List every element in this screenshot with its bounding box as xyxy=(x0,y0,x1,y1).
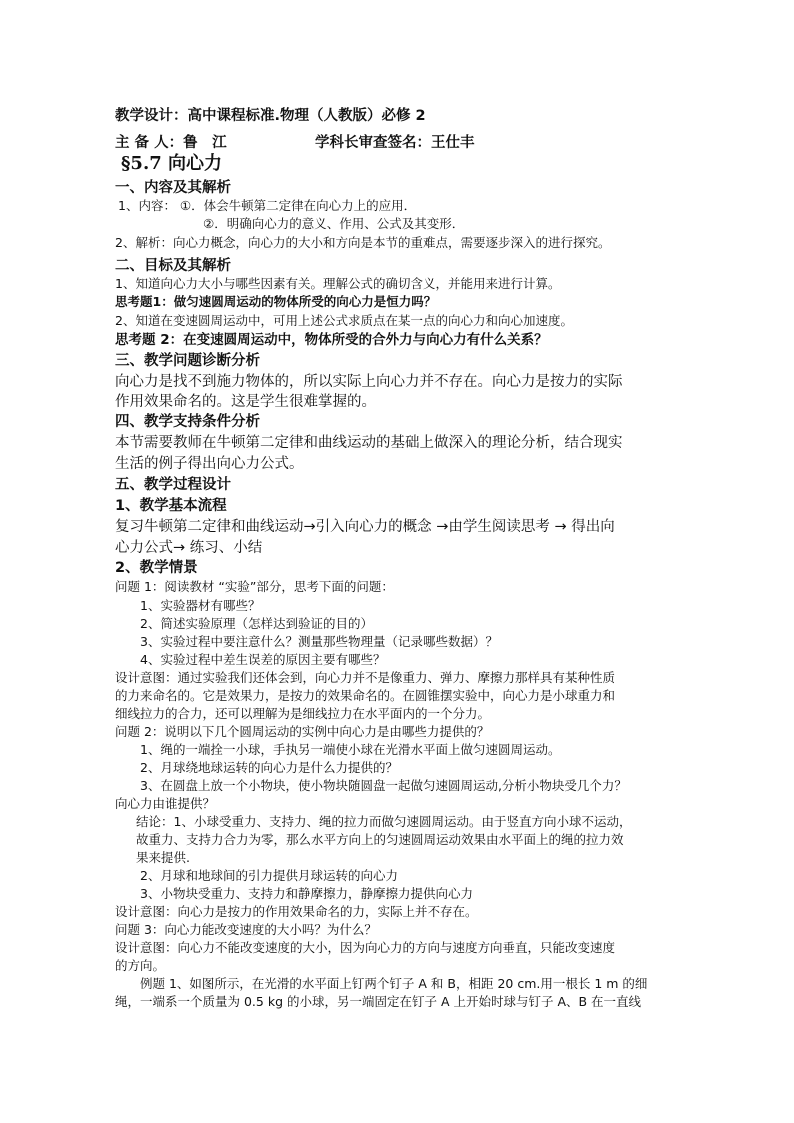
list-item: 2、月球绕地球运转的向心力是什么力提供的？ xyxy=(140,760,398,775)
reviewer-line: 学科长审查签名：王仕丰 xyxy=(315,135,475,151)
list-item: 3、小物块受重力、支持力和静摩擦力，静摩擦力提供向心力 xyxy=(140,886,473,901)
list-item: 2、月球和地球间的引力提供月球运转的向心力 xyxy=(140,868,398,883)
list-item: 3、在圆盘上放一个小物块，使小物块随圆盘一起做匀速圆周运动,分析小物块受几个力？ xyxy=(140,778,627,793)
content-line: 2、知道在变速圆周运动中，可用上述公式求质点在某一点的向心力和向心加速度。 xyxy=(115,313,573,328)
question-line: 问题 1：阅读教材 “实验”部分，思考下面的问题： xyxy=(115,579,394,594)
content-line: ②．明确向心力的意义、作用、公式及其变形． xyxy=(203,216,465,231)
content-line: 心力公式→ 练习、小结 xyxy=(115,540,263,556)
subheading: 1、教学基本流程 xyxy=(115,498,227,514)
content-line: 生活的例子得出向心力公式。 xyxy=(115,456,304,472)
content-line: 果来提供. xyxy=(136,850,190,865)
content-line: 2、解析：向心力概念，向心力的大小和方向是本节的重难点，需要逐步深入的进行探究。 xyxy=(115,235,611,250)
content-line: 故重力、支持力合力为零，那么水平方向上的匀速圆周运动效果由水平面上的绳的拉力效 xyxy=(136,832,624,847)
heading-4: 四、教学支持条件分析 xyxy=(115,414,260,430)
question-line: 问题 2：说明以下几个圆周运动的实例中向心力是由哪些力提供的？ xyxy=(115,724,490,739)
heading-5: 五、教学过程设计 xyxy=(115,477,231,493)
heading-1: 一、内容及其解析 xyxy=(115,180,231,196)
design-intent: 设计意图：向心力是按力的作用效果命名的力，实际上并不存在。 xyxy=(115,904,478,919)
content-line: 的力来命名的。它是效果力，是按力的效果命名的。在圆锥摆实验中，向心力是小球重力和 xyxy=(115,688,616,703)
list-item: 2、简述实验原理（怎样达到验证的目的） xyxy=(140,616,373,631)
thinking-question: 思考题1：做匀速圆周运动的物体所受的向心力是恒力吗？ xyxy=(115,294,437,309)
content-line: 作用效果命名的。这是学生很难掌握的。 xyxy=(115,394,376,410)
content-line: 绳，一端系一个质量为 0.5 kg 的小球，另一端固定在钉子 A 上开始时球与钉子 A、B 在一直线 xyxy=(115,994,642,1009)
example-line: 例题 1、如图所示，在光滑的水平面上钉两个钉子 A 和 B，相距 20 cm.用一根长 1 m 的细 xyxy=(140,976,648,991)
content-line: 细线拉力的合力，还可以理解为是细线拉力在水平面内的一个分力。 xyxy=(115,706,491,721)
author-line: 主 备 人：鲁 江 xyxy=(115,135,227,151)
list-item: 1、绳的一端拴一小球，手执另一端使小球在光滑水平面上做匀速圆周运动。 xyxy=(140,742,561,757)
conclusion-line: 结论：1、小球受重力、支持力、绳的拉力而做匀速圆周运动。由于竖直方向小球不运动， xyxy=(136,814,632,829)
content-line: 复习牛顿第二定律和曲线运动→引入向心力的概念 →由学生阅读思考 → 得出向 xyxy=(115,519,615,535)
thinking-question: 思考题 2：在变速圆周运动中，物体所受的合外力与向心力有什么关系？ xyxy=(115,332,548,348)
design-intent: 设计意图：向心力不能改变速度的大小，因为向心力的方向与速度方向垂直，只能改变速度 xyxy=(115,940,616,955)
document-title: 教学设计：高中课程标准.物理（人教版）必修 2 xyxy=(115,108,426,124)
content-line: 的方向。 xyxy=(115,958,166,973)
heading-2: 二、目标及其解析 xyxy=(115,258,231,274)
design-intent: 设计意图：通过实验我们还体会到，向心力并不是像重力、弹力、摩擦力那样具有某种性质 xyxy=(115,670,616,685)
content-line: 1、知道向心力大小与哪些因素有关。理解公式的确切含义，并能用来进行计算。 xyxy=(115,276,561,291)
content-line: 向心力是找不到施力物体的，所以实际上向心力并不存在。向心力是按力的实际 xyxy=(115,374,623,390)
content-line: 向心力由谁提供？ xyxy=(115,796,216,811)
list-item: 4、实验过程中差生误差的原因主要有哪些？ xyxy=(140,652,386,667)
content-line: 1、内容： ①．体会牛顿第二定律在向心力上的应用． xyxy=(118,198,417,213)
content-line: 本节需要教师在牛顿第二定律和曲线运动的基础上做深入的理论分析，结合现实 xyxy=(115,435,623,451)
list-item: 1、实验器材有哪些？ xyxy=(140,598,261,613)
list-item: 3、实验过程中要注意什么？测量那些物理量（记录哪些数据）？ xyxy=(140,634,498,649)
subheading: 2、教学情景 xyxy=(115,560,198,576)
heading-3: 三、教学问题诊断分析 xyxy=(115,353,260,369)
question-line: 问题 3：向心力能改变速度的大小吗？为什么？ xyxy=(115,922,377,937)
section-title: §5.7 向心力 xyxy=(121,153,222,174)
